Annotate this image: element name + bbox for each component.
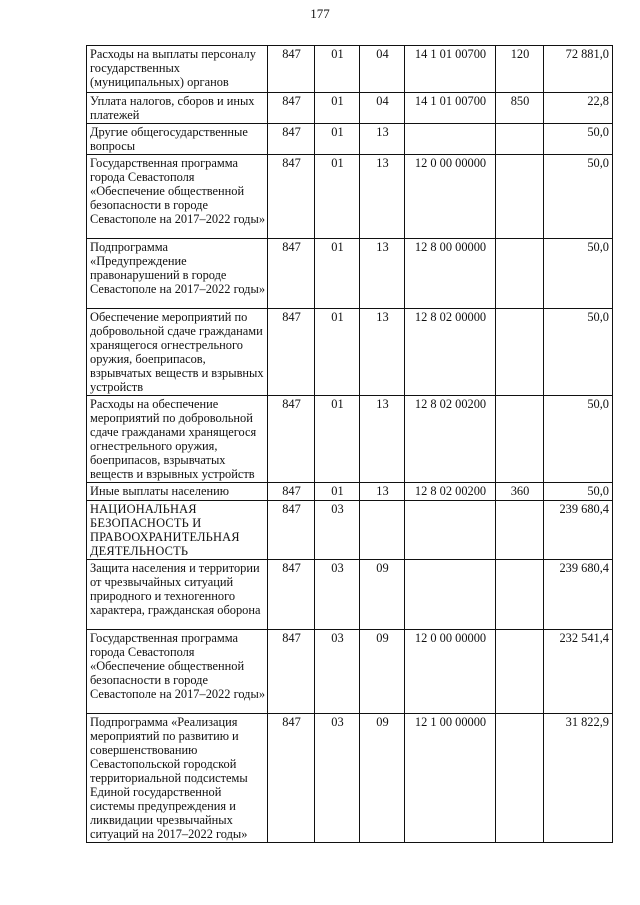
expense-type [496, 155, 544, 239]
amount: 239 680,4 [544, 501, 613, 560]
dept-code: 847 [268, 560, 315, 630]
subsection-code: 04 [360, 93, 405, 124]
section-code: 01 [315, 124, 360, 155]
dept-code: 847 [268, 630, 315, 714]
subsection-code: 09 [360, 560, 405, 630]
section-code: 01 [315, 93, 360, 124]
section-code: 03 [315, 630, 360, 714]
row-name: Расходы на выплаты персоналу государственных (муниципальных) органов [87, 46, 268, 93]
row-name: Государственная программа города Севастополя «Обеспечение общественной безопасности в городе Севастополе на 2017–2022 годы» [87, 630, 268, 714]
table-row [87, 239, 613, 309]
dept-code: 847 [268, 714, 315, 843]
row-name: Другие общегосударственные вопросы [87, 124, 268, 155]
table-row [87, 93, 613, 124]
subsection-code: 13 [360, 155, 405, 239]
amount: 50,0 [544, 483, 613, 501]
page-number: 177 [310, 6, 330, 21]
row-name: Уплата налогов, сборов и иных платежей [87, 93, 268, 124]
amount: 50,0 [544, 309, 613, 396]
subsection-code [360, 501, 405, 560]
amount: 50,0 [544, 155, 613, 239]
target-article [405, 124, 496, 155]
subsection-code: 09 [360, 630, 405, 714]
expense-type: 120 [496, 46, 544, 93]
row-name: НАЦИОНАЛЬНАЯ БЕЗОПАСНОСТЬ И ПРАВООХРАНИТЕЛЬНАЯ ДЕЯТЕЛЬНОСТЬ [87, 501, 268, 560]
expense-type: 360 [496, 483, 544, 501]
expense-type [496, 560, 544, 630]
dept-code: 847 [268, 93, 315, 124]
table-row [87, 396, 613, 483]
target-article: 12 8 02 00200 [405, 396, 496, 483]
dept-code: 847 [268, 239, 315, 309]
table-row [87, 714, 613, 843]
expense-type [496, 396, 544, 483]
amount: 22,8 [544, 93, 613, 124]
section-code: 03 [315, 714, 360, 843]
section-code: 01 [315, 46, 360, 93]
row-name: Расходы на обеспечение мероприятий по добровольной сдаче гражданами хранящегося огнестрельного оружия, боеприпасов, взрывчатых веществ и взрывных устройств [87, 396, 268, 483]
section-code: 03 [315, 560, 360, 630]
section-code: 01 [315, 483, 360, 501]
subsection-code: 13 [360, 483, 405, 501]
expense-type [496, 714, 544, 843]
row-name: Иные выплаты населению [87, 483, 268, 501]
dept-code: 847 [268, 396, 315, 483]
row-name: Обеспечение мероприятий по добровольной сдаче гражданами хранящегося огнестрельного оружия, боеприпасов, взрывчатых веществ и взрывных устройств [87, 309, 268, 396]
row-name: Подпрограмма «Предупреждение правонарушений в городе Севастополе на 2017–2022 годы» [87, 239, 268, 309]
section-code: 01 [315, 239, 360, 309]
target-article: 14 1 01 00700 [405, 93, 496, 124]
table-row [87, 560, 613, 630]
amount: 239 680,4 [544, 560, 613, 630]
row-name: Государственная программа города Севастополя «Обеспечение общественной безопасности в городе Севастополе на 2017–2022 годы» [87, 155, 268, 239]
subsection-code: 13 [360, 124, 405, 155]
subsection-code: 13 [360, 239, 405, 309]
table-row [87, 46, 613, 93]
target-article [405, 501, 496, 560]
table-row [87, 309, 613, 396]
target-article: 12 8 00 00000 [405, 239, 496, 309]
dept-code: 847 [268, 46, 315, 93]
dept-code: 847 [268, 309, 315, 396]
amount: 50,0 [544, 396, 613, 483]
row-name: Подпрограмма «Реализация мероприятий по развитию и совершенствованию Севастопольской городской территориальной подсистемы Единой государственной системы предупреждения и ликвидации чрезвычайных ситуаций на 2017–2022 годы» [87, 714, 268, 843]
target-article [405, 560, 496, 630]
subsection-code: 04 [360, 46, 405, 93]
table-row [87, 155, 613, 239]
dept-code: 847 [268, 155, 315, 239]
subsection-code: 13 [360, 396, 405, 483]
section-code: 01 [315, 396, 360, 483]
table-row [87, 124, 613, 155]
expense-type [496, 309, 544, 396]
budget-table [86, 45, 613, 843]
expense-type [496, 501, 544, 560]
expense-type [496, 239, 544, 309]
amount: 50,0 [544, 124, 613, 155]
amount: 72 881,0 [544, 46, 613, 93]
target-article: 12 8 02 00200 [405, 483, 496, 501]
table-row [87, 483, 613, 501]
section-code: 03 [315, 501, 360, 560]
expense-type: 850 [496, 93, 544, 124]
expense-type [496, 124, 544, 155]
target-article: 12 1 00 00000 [405, 714, 496, 843]
target-article: 14 1 01 00700 [405, 46, 496, 93]
target-article: 12 0 00 00000 [405, 630, 496, 714]
amount: 232 541,4 [544, 630, 613, 714]
section-code: 01 [315, 155, 360, 239]
target-article: 12 8 02 00000 [405, 309, 496, 396]
dept-code: 847 [268, 483, 315, 501]
subsection-code: 09 [360, 714, 405, 843]
table-row [87, 630, 613, 714]
dept-code: 847 [268, 501, 315, 560]
dept-code: 847 [268, 124, 315, 155]
subsection-code: 13 [360, 309, 405, 396]
table-row [87, 501, 613, 560]
amount: 50,0 [544, 239, 613, 309]
amount: 31 822,9 [544, 714, 613, 843]
row-name: Защита населения и территории от чрезвычайных ситуаций природного и техногенного характера, гражданская оборона [87, 560, 268, 630]
target-article: 12 0 00 00000 [405, 155, 496, 239]
section-code: 01 [315, 309, 360, 396]
expense-type [496, 630, 544, 714]
